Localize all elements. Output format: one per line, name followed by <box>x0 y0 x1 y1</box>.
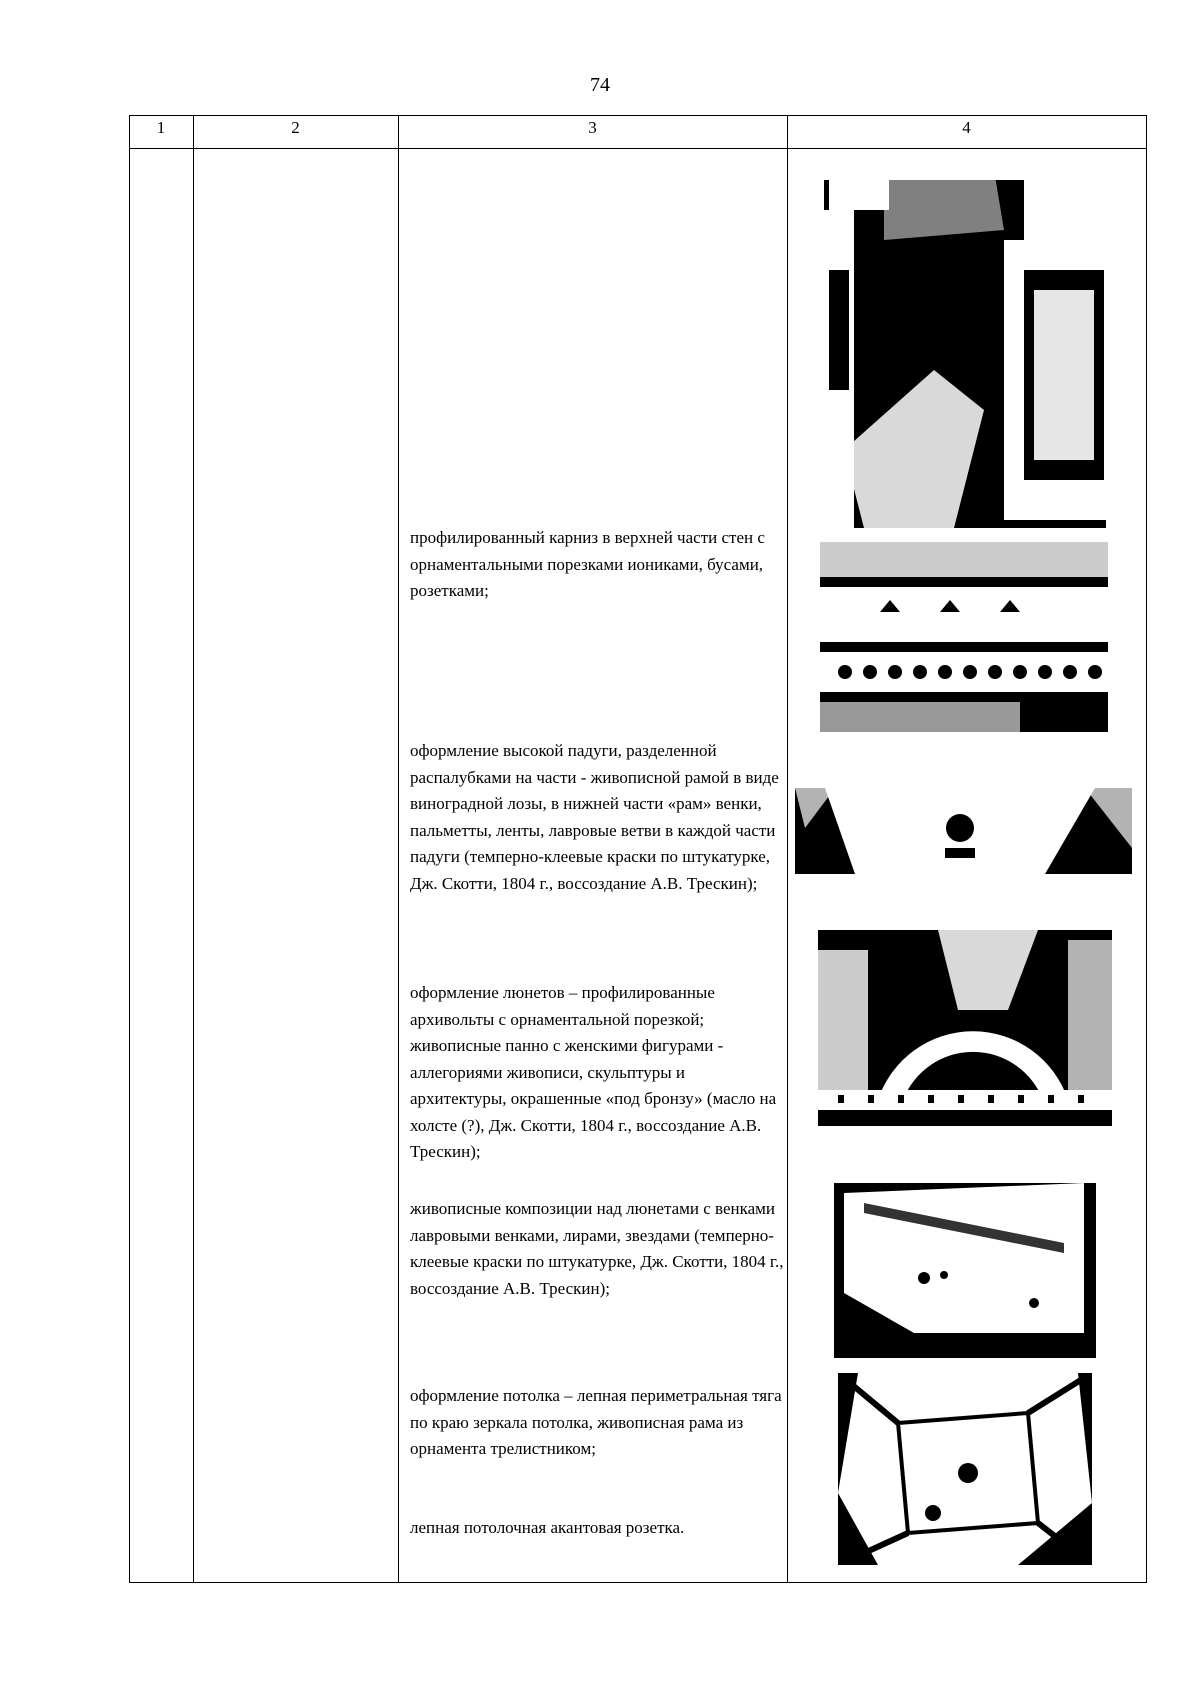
header-row-border <box>129 148 1146 149</box>
composition-photo <box>834 1183 1096 1358</box>
column-divider-2 <box>398 115 399 1583</box>
column-header-2: 2 <box>291 118 300 137</box>
page-number: 74 <box>590 74 610 96</box>
cornice-photo <box>820 542 1108 732</box>
lunettes-description: оформление люнетов – профилированные архивольты с орнаментальной порезкой; живописные панно с женскими фигурами - аллегориями живописи, скульптуры и архитектуры, окрашенные «под бронзу» (масло на холсте (?), Дж. Скотти, 1804 г., воссоздание А.В. Трескин); <box>410 983 777 1161</box>
column-header-3: 3 <box>588 118 597 137</box>
column-header-4: 4 <box>962 118 971 137</box>
padug-photo <box>795 788 1132 874</box>
ceiling-photo <box>838 1373 1092 1565</box>
table-left-border <box>129 115 130 1583</box>
compositions-description: живописные композиции над люнетами с венками лавровыми венками, лирами, звездами (темперно-клеевые краски по штукатурке, Дж. Скотти, 1804 г., воссоздание А.В. Трескин); <box>410 1199 784 1298</box>
interior-photo <box>824 150 1106 528</box>
column-divider-1 <box>193 115 194 1583</box>
rosette-description: лепная потолочная акантовая розетка. <box>410 1518 685 1537</box>
padug-description: оформление высокой падуги, разделенной распалубками на части - живописной рамой в виде виноградной лозы, в нижней части «рам» венки, пальметты, ленты, лавровые ветви в каждой части падуги (темперно-клеевые краски по штукатурке, Дж. Скотти, 1804 г., воссоздание А.В. Трескин); <box>410 741 779 893</box>
ceiling-description: оформление потолка – лепная периметральная тяга по краю зеркала потолка, живописная рама из орнамента трелистником; <box>410 1386 782 1458</box>
table-right-border <box>1146 115 1147 1583</box>
column-divider-3 <box>787 115 788 1583</box>
lunette-photo <box>818 930 1112 1126</box>
table-bottom-border <box>129 1582 1146 1583</box>
cornice-description: профилированный карниз в верхней части стен с орнаментальными порезками иониками, бусами, розетками; <box>410 528 765 600</box>
table-top-border <box>129 115 1146 116</box>
column-header-1: 1 <box>156 118 166 137</box>
